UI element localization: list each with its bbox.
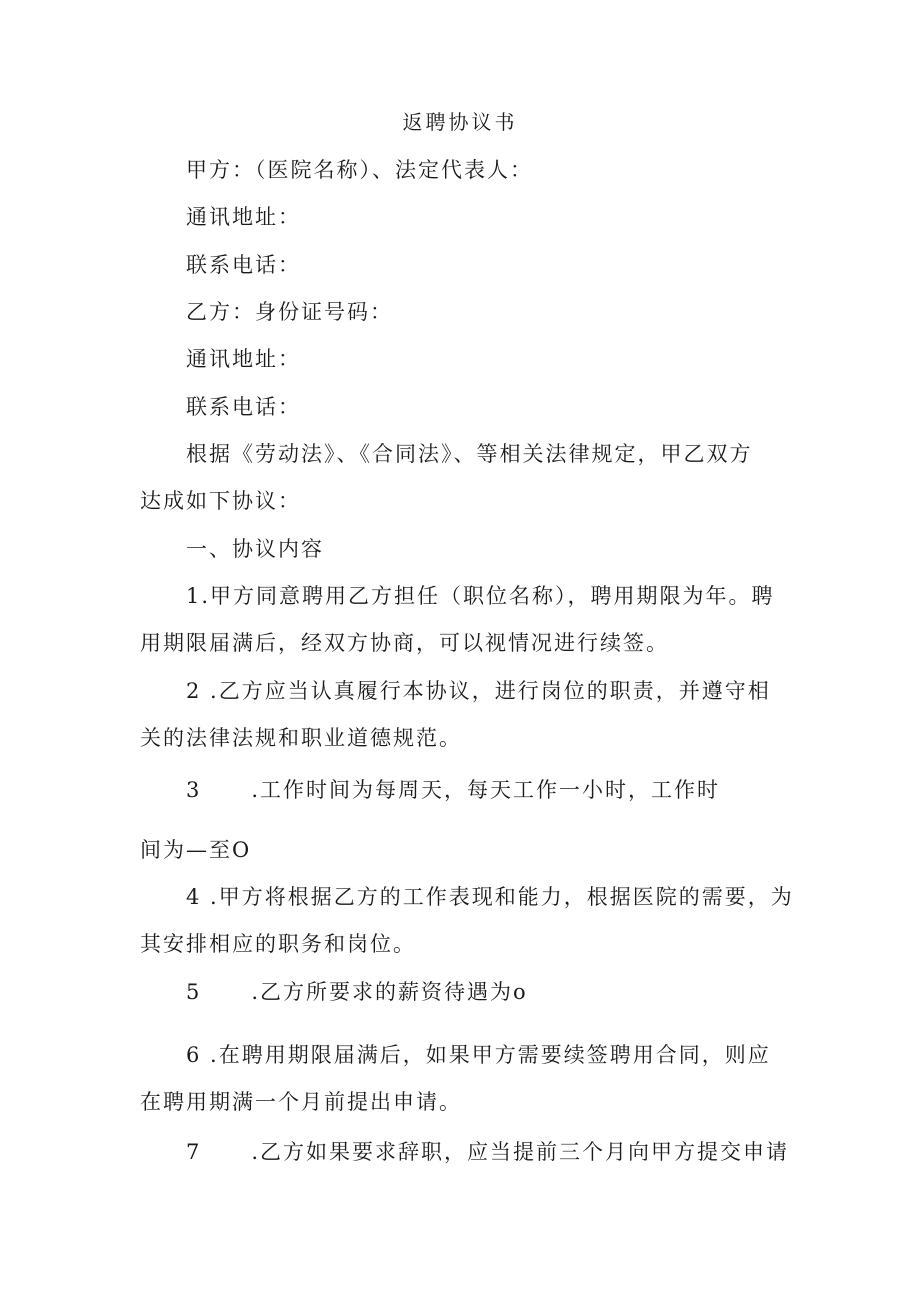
document-title: 返聘协议书 xyxy=(402,110,518,134)
party-a-address: 通讯地址： xyxy=(186,205,301,229)
item-3-line-2: 间为—至O xyxy=(140,838,252,862)
party-a-phone: 联系电话： xyxy=(186,253,301,277)
item-2-line-1: 2 .乙方应当认真履行本协议，进行岗位的职责，并遵守相 xyxy=(186,679,771,703)
preamble-line-2: 达成如下协议： xyxy=(140,489,301,513)
item-5-number: 5 xyxy=(186,980,202,1004)
item-1-line-1: 1.甲方同意聘用乙方担任（职位名称），聘用期限为年。聘 xyxy=(186,584,775,608)
item-6-line-1: 6 .在聘用期限届满后，如果甲方需要续签聘用合同，则应 xyxy=(186,1043,771,1067)
item-6-line-2: 在聘用期满一个月前提出申请。 xyxy=(140,1090,462,1114)
item-7-line-1 xyxy=(0,1138,920,1166)
item-3-text: .工作时间为每周天，每天工作一小时，工作时 xyxy=(251,778,721,802)
party-b-phone: 联系电话： xyxy=(186,395,301,419)
party-a-line: 甲方：（医院名称）、法定代表人： xyxy=(186,158,533,182)
item-5-line-1 xyxy=(0,978,920,1006)
section-1-heading: 一、协议内容 xyxy=(186,537,324,561)
item-4-line-1: 4 .甲方将根据乙方的工作表现和能力，根据医院的需要，为 xyxy=(186,885,794,909)
item-7-text: .乙方如果要求辞职，应当提前三个月向甲方提交申请 xyxy=(251,1140,790,1164)
party-b-line: 乙方：身份证号码： xyxy=(186,300,393,324)
item-7-number: 7 xyxy=(186,1140,202,1164)
party-b-address: 通讯地址： xyxy=(186,347,301,371)
item-3-line-1 xyxy=(0,776,920,804)
preamble-line-1: 根据《劳动法》、《合同法》、等相关法律规定，甲乙双方 xyxy=(186,442,753,466)
item-2-line-2: 关的法律法规和职业道德规范。 xyxy=(140,726,462,750)
item-5-text: .乙方所要求的薪资待遇为o xyxy=(251,980,528,1004)
item-1-line-2: 用期限届满后，经双方协商，可以视情况进行续签。 xyxy=(140,631,669,655)
item-3-number: 3 xyxy=(186,778,202,802)
item-4-line-2: 其安排相应的职务和岗位。 xyxy=(140,932,416,956)
